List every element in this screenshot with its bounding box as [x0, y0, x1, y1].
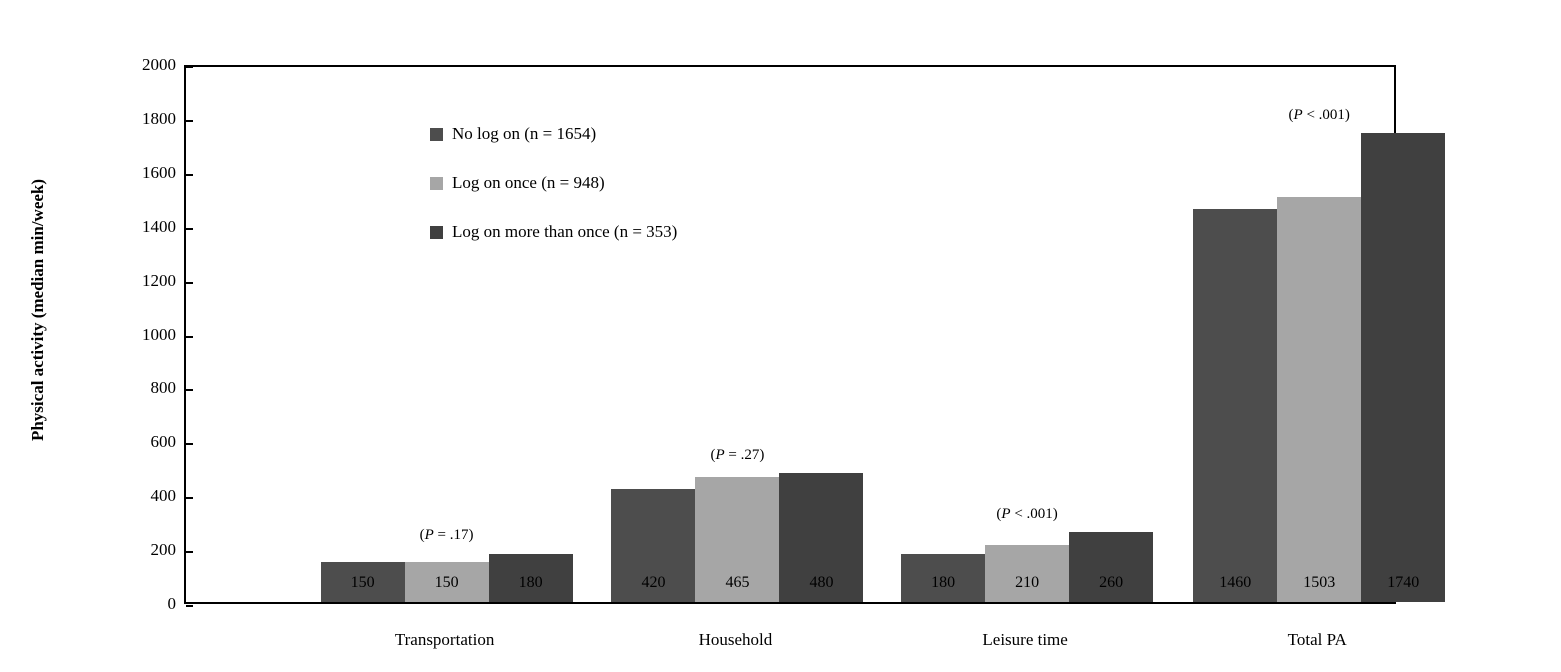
bar-value-label: 420: [641, 574, 666, 591]
p-value-annotation: (P = .17): [419, 527, 474, 544]
bar[interactable]: [611, 489, 695, 602]
bar-value-label: 150: [434, 574, 459, 591]
plot-area: [184, 65, 1420, 604]
bar-group: [1189, 67, 1449, 602]
y-tick-mark: [186, 389, 193, 391]
y-tick-mark: [186, 228, 193, 230]
p-symbol: P: [424, 527, 434, 544]
bar-value-label: 480: [809, 574, 834, 591]
legend-swatch-icon: [430, 128, 443, 141]
bar[interactable]: [901, 554, 985, 603]
y-tick-label: 1000: [142, 324, 176, 344]
bar[interactable]: [1069, 532, 1153, 602]
bar[interactable]: [405, 562, 489, 602]
y-tick-label: 2000: [142, 55, 176, 74]
x-tick-label: Leisure time: [982, 630, 1068, 649]
y-tick-mark: [186, 120, 193, 122]
bar-value-label: 180: [518, 574, 543, 591]
y-tick-label: 1400: [142, 216, 176, 236]
y-tick-mark: [186, 443, 193, 445]
y-tick-label: 800: [150, 378, 176, 398]
p-value-annotation: (P < .001): [996, 505, 1058, 522]
bar-value-label: 180: [931, 574, 956, 591]
legend-label: No log on (n = 1654): [452, 124, 597, 143]
bar-value-label: 465: [725, 574, 750, 591]
legend-item[interactable]: [430, 118, 677, 150]
p-symbol: P: [1293, 107, 1303, 124]
bar-value-label: 1460: [1219, 574, 1252, 591]
y-tick-label: 1600: [142, 162, 176, 182]
x-tick-label: Transportation: [394, 630, 495, 649]
bars: [1189, 67, 1449, 602]
bar[interactable]: [985, 545, 1069, 602]
y-tick-label: 1800: [142, 108, 176, 128]
bar-value-label: 1503: [1303, 574, 1336, 591]
y-tick-mark: [186, 336, 193, 338]
y-tick-label: 600: [150, 432, 176, 452]
legend-item[interactable]: [430, 167, 677, 199]
y-tick-mark: [186, 282, 193, 284]
y-tick-label: 1200: [142, 270, 176, 290]
y-tick-label: 200: [150, 540, 176, 560]
bar[interactable]: [1361, 133, 1445, 602]
p-value-annotation: (P = .27): [710, 446, 765, 463]
y-tick-mark: [186, 605, 193, 607]
y-tick-label: 400: [150, 486, 176, 506]
bar-value-label: 1740: [1387, 574, 1420, 591]
p-symbol: P: [715, 446, 725, 463]
p-value-annotation: (P < .001): [1288, 107, 1350, 124]
bar-value-label: 260: [1099, 574, 1124, 591]
bar-value-label: 210: [1015, 574, 1040, 591]
legend: [430, 118, 677, 265]
y-tick-mark: [186, 174, 193, 176]
y-tick-label: 0: [167, 594, 176, 613]
bar[interactable]: [695, 477, 779, 602]
bar[interactable]: [1193, 209, 1277, 602]
x-tick-label: Total PA: [1287, 630, 1347, 649]
p-symbol: P: [1001, 505, 1011, 522]
bar[interactable]: [779, 473, 863, 602]
y-tick-mark: [186, 66, 193, 68]
x-tick-label: Household: [698, 630, 773, 649]
y-tick-mark: [186, 497, 193, 499]
legend-label: Log on more than once (n = 353): [452, 222, 678, 241]
legend-label: Log on once (n = 948): [452, 173, 605, 192]
bar[interactable]: [1277, 197, 1361, 602]
legend-swatch-icon: [430, 177, 443, 190]
y-axis-title: Physical activity (median min/week): [28, 178, 47, 442]
legend-item[interactable]: [430, 216, 677, 248]
bar-value-label: 150: [350, 574, 375, 591]
legend-swatch-icon: [430, 226, 443, 239]
bar[interactable]: [489, 554, 573, 603]
y-tick-mark: [186, 551, 193, 553]
bar[interactable]: [321, 562, 405, 602]
